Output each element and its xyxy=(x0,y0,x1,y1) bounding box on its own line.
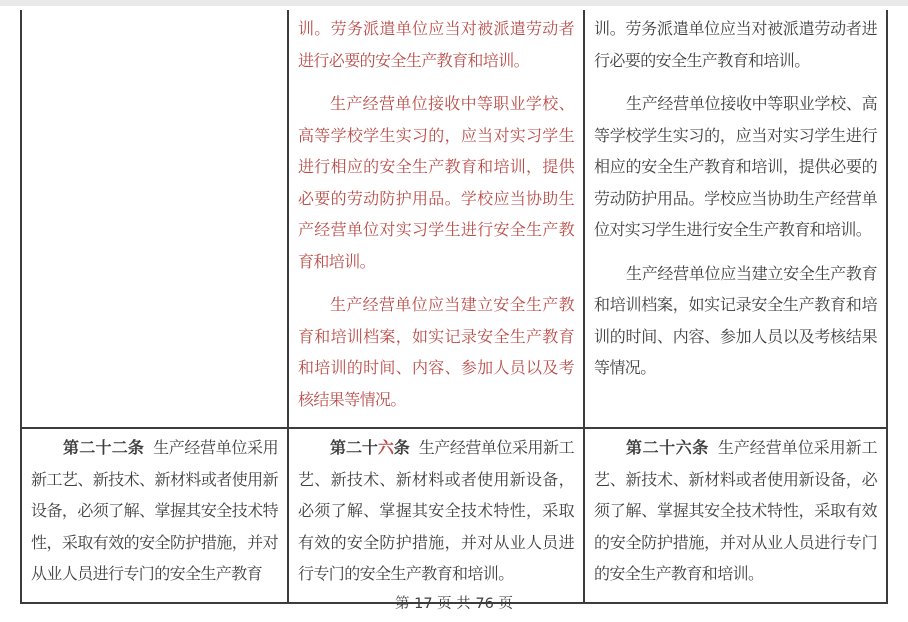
cell-new-law xyxy=(584,10,887,428)
cell-revision-article-26 xyxy=(288,428,584,603)
cell-old-law-empty xyxy=(21,10,288,428)
table-row-continuation xyxy=(21,10,887,428)
law-comparison-table xyxy=(20,10,888,604)
changed-character: 六 xyxy=(377,438,394,457)
new-law-paragraph: 训。劳务派遣单位应当对被派遣劳动者进行必要的安全生产教育和培训。 xyxy=(594,19,877,70)
article-number: 第二十六条 xyxy=(626,438,709,457)
page-top-edge xyxy=(0,0,908,6)
article-body: 生产经营单位采用新工艺、新技术、新材料或者使用新设备，必须了解、掌握其安全技术特性，采取有效的安全防护措施，并对从业人员进行专门的安全生产教育和培训。 xyxy=(298,438,574,583)
article-number-part: 第二十 xyxy=(330,438,378,457)
new-law-paragraph: 生产经营单位接收中等职业学校、高等学校学生实习的，应当对实习学生进行相应的安全生产教育和培训，提供必要的劳动防护用品。学校应当协助生产经营单位对实习学生进行安全生产教育和培训。 xyxy=(594,94,877,239)
table-row-article xyxy=(21,428,887,603)
revision-paragraph: 生产经营单位接收中等职业学校、高等学校学生实习的，应当对实习学生进行相应的安全生产教育和培训，提供必要的劳动防护用品。学校应当协助生产经营单位对实习学生进行安全生产教育和培训。 xyxy=(298,94,574,271)
article-paragraph xyxy=(31,432,278,590)
new-law-paragraph: 生产经营单位应当建立安全生产教育和培训档案，如实记录安全生产教育和培训的时间、内容、参加人员以及考核结果等情况。 xyxy=(594,263,877,377)
article-paragraph xyxy=(594,432,877,590)
revision-paragraph: 训。劳务派遣单位应当对被派遣劳动者进行必要的安全生产教育和培训。 xyxy=(298,19,574,70)
article-number-part: 条 xyxy=(393,438,410,457)
page-number: 第 17 页 共 76 页 xyxy=(395,596,513,612)
article-body: 生产经营单位采用新工艺、新技术、新材料或者使用新设备，必须了解、掌握其安全技术特性，采取有效的安全防护措施，并对从业人员进行专门的安全生产教育和培训。 xyxy=(594,438,877,583)
article-number: 第二十二条 xyxy=(63,438,145,457)
cell-new-law-article-26 xyxy=(584,428,887,603)
revision-paragraph: 生产经营单位应当建立安全生产教育和培训档案，如实记录安全生产教育和培训的时间、内容、参加人员以及考核结果等情况。 xyxy=(298,295,574,409)
article-number xyxy=(330,438,410,457)
cell-revision-draft xyxy=(288,10,584,428)
cell-old-law-article-22 xyxy=(21,428,288,603)
article-body: 生产经营单位采用新工艺、新技术、新材料或者使用新设备，必须了解、掌握其安全技术特性，采取有效的安全防护措施，并对从业人员进行专门的安全生产教育 xyxy=(31,438,278,583)
article-paragraph xyxy=(298,432,574,590)
